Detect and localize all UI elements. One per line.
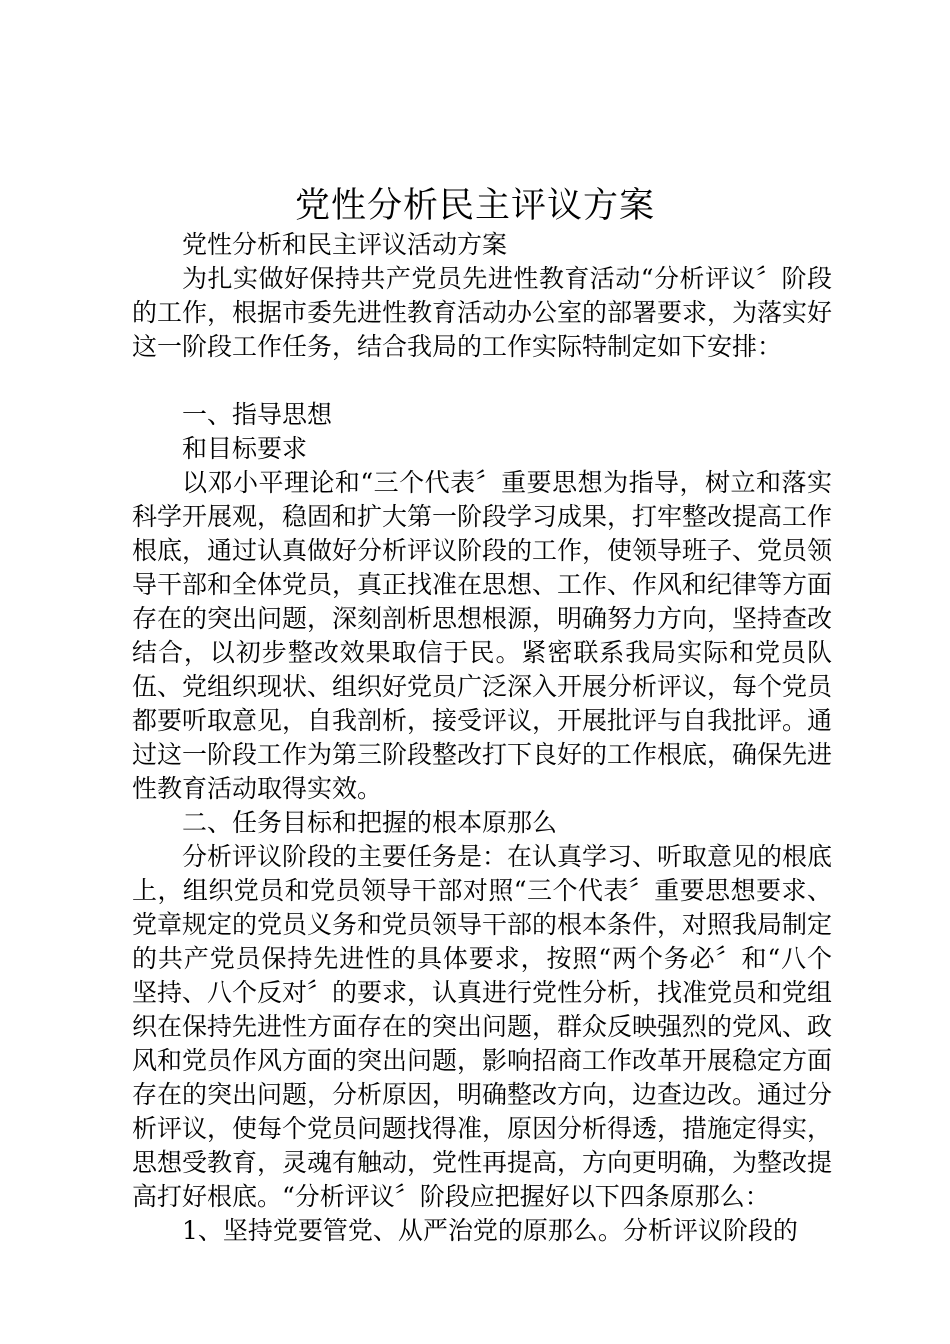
- principle-1-paragraph: 1、坚持党要管党、从严治党的原那么。分析评议阶段的: [182, 1216, 798, 1245]
- intro-paragraph: 为扎实做好保持共产党员先进性教育活动“分析评议〞阶段的工作，根据市委先进性教育活动办公室的部署要求，为落实好这一阶段工作任务，结合我局的工作实际特制定如下安排：: [132, 264, 833, 361]
- section-heading-goals: 和目标要求: [182, 434, 308, 463]
- tasks-paragraph: 分析评议阶段的主要任务是：在认真学习、听取意见的根底上，组织党员和党员领导干部对照“三个代表〞重要思想要求、党章规定的党员义务和党员领导干部的根本条件，对照我局制定的共产党员保持先进性的具体要求，按照“两个务必〞和“八个坚持、八个反对〞的要求，认真进行党性分析，找准党员和党组织在保持先进性方面存在的突出问题，群众反映强烈的党风、政风和党员作风方面的突出问题，影响招商工作改革开展稳定方面存在的突出问题，分析原因，明确整改方向，边查边改。通过分析评议，使每个党员问题找得准，原因分析得透，措施定得实，思想受教育，灵魂有触动，党性再提高，方向更明确，为整改提高打好根底。“分析评议〞阶段应把握好以下四条原那么：: [132, 842, 833, 1211]
- guiding-thought-paragraph: 以邓小平理论和“三个代表〞重要思想为指导，树立和落实科学开展观，稳固和扩大第一阶段学习成果，打牢整改提高工作根底，通过认真做好分析评议阶段的工作，使领导班子、党员领导干部和全体党员，真正找准在思想、工作、作风和纪律等方面存在的突出问题，深刻剖析思想根源，明确努力方向，坚持查改结合，以初步整改效果取信于民。紧密联系我局实际和党员队伍、党组织现状、组织好党员广泛深入开展分析评议，每个党员都要听取意见，自我剖析，接受评议，开展批评与自我批评。通过这一阶段工作为第三阶段整改打下良好的工作根底，确保先进性教育活动取得实效。: [132, 468, 833, 803]
- document-body: [132, 228, 832, 1248]
- section-heading-tasks: 二、任务目标和把握的根本原那么: [182, 808, 558, 837]
- document-title: 党性分析民主评议方案: [294, 186, 655, 226]
- section-heading-guiding-thought: 一、指导思想: [182, 400, 333, 429]
- subtitle-paragraph: 党性分析和民主评议活动方案: [182, 230, 508, 259]
